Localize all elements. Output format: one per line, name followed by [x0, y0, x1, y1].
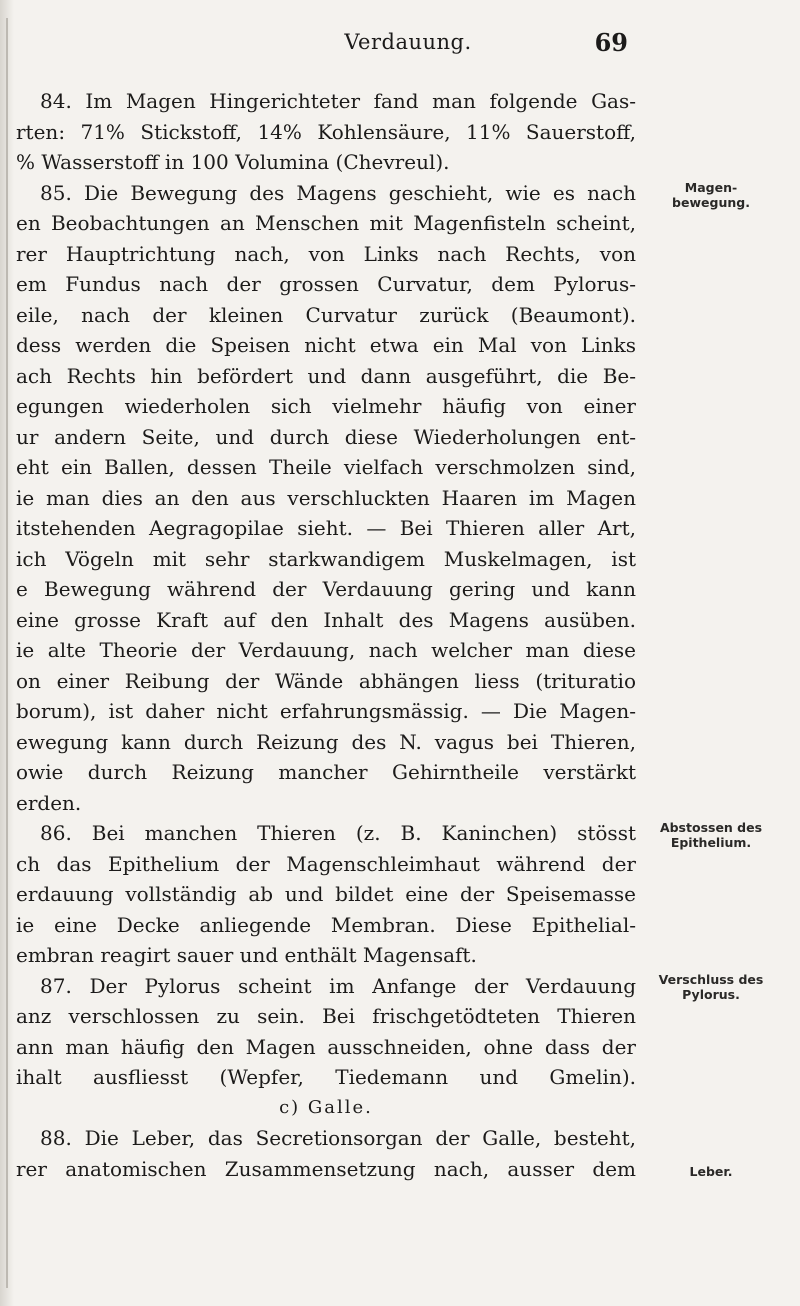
margin-note-magen-bewegung: Magen-bewegung. [672, 180, 750, 210]
text-line: ihalt ausfliesst (Wepfer, Tiedemann und Gmelin). [16, 1065, 636, 1089]
text-line: rten: 71% Stickstoff, 14% Kohlensäure, 11% Sauerstoff, [16, 119, 636, 144]
text-line: on einer Reibung der Wände abhängen liess (trituratio [16, 668, 636, 693]
text-line: 86. Bei manchen Thieren (z. B. Kaninchen) stösst [40, 821, 636, 845]
text-line: % Wasserstoff in 100 Volumina (Chevreul). [16, 150, 450, 174]
text-line: ie eine Decke anliegende Membran. Diese Epithelial- [16, 912, 636, 937]
text-line: eine grosse Kraft auf den Inhalt des Magens ausüben. [16, 607, 636, 632]
text-line: em Fundus nach der grossen Curvatur, dem Pylorus- [16, 272, 636, 296]
text-line: 84. Im Magen Hingerichteter fand man folgende Gas- [40, 89, 636, 113]
text-line: embran reagirt sauer und enthält Magensaft. [16, 943, 477, 967]
binding-rule [6, 18, 8, 1288]
text-line: ann man häufig den Magen ausschneiden, ohne dass der [16, 1034, 636, 1059]
section-heading: c) Galle. [279, 1096, 373, 1118]
text-line: erdauung vollständig ab und bildet eine der Speisemasse [16, 882, 636, 906]
running-title: Verdauung. [344, 30, 472, 54]
page-number: 69 [594, 28, 628, 57]
margin-note-abstossen: Abstossen des Epithelium. [659, 820, 763, 850]
text-line: en Beobachtungen an Menschen mit Magenfisteln scheint, [16, 211, 636, 235]
text-line: rer Hauptrichtung nach, von Links nach Rechts, von [16, 241, 636, 266]
text-line: ewegung kann durch Reizung des N. vagus bei Thieren, [16, 729, 636, 754]
text-line: 88. Die Leber, das Secretionsorgan der Galle, besteht, [40, 1126, 636, 1150]
running-header [0, 26, 800, 66]
text-line: owie durch Reizung mancher Gehirntheile verstärkt [16, 760, 636, 784]
text-line: erden. [16, 790, 82, 815]
body-text [16, 86, 636, 1184]
text-line: e Bewegung während der Verdauung gering und kann [16, 577, 636, 601]
text-line: ich Vögeln mit sehr starkwandigem Muskelmagen, ist [16, 546, 636, 571]
text-line: ach Rechts hin befördert und dann ausgeführt, die Be- [16, 363, 636, 388]
text-line: 87. Der Pylorus scheint im Anfange der Verdauung [40, 973, 636, 998]
margin-note-leber: Leber. [689, 1164, 733, 1179]
text-line: anz verschlossen zu sein. Bei frischgetödteten Thieren [16, 1004, 636, 1028]
text-line: 85. Die Bewegung des Magens geschieht, wie es nach [40, 180, 636, 205]
text-line: rer anatomischen Zusammensetzung nach, ausser dem [16, 1156, 636, 1181]
text-line: eht ein Ballen, dessen Theile vielfach verschmolzen sind, [16, 455, 636, 479]
text-line: ie alte Theorie der Verdauung, nach welcher man diese [16, 638, 636, 662]
text-line: dess werden die Speisen nicht etwa ein Mal von Links [16, 333, 636, 357]
text-line: itstehenden Aegragopilae sieht. — Bei Thieren aller Art, [16, 516, 636, 540]
text-line: ch das Epithelium der Magenschleimhaut während der [16, 851, 636, 876]
text-line: eile, nach der kleinen Curvatur zurück (Beaumont). [16, 302, 636, 327]
text-line: borum), ist daher nicht erfahrungsmässig. — Die Magen- [16, 699, 636, 723]
text-line: ur andern Seite, und durch diese Wiederholungen ent- [16, 424, 636, 449]
text-line: ie man dies an den aus verschluckten Haaren im Magen [16, 485, 636, 510]
margin-note-verschluss: Verschluss des Pylorus. [658, 972, 764, 1002]
text-line: egungen wiederholen sich vielmehr häufig von einer [16, 394, 636, 418]
